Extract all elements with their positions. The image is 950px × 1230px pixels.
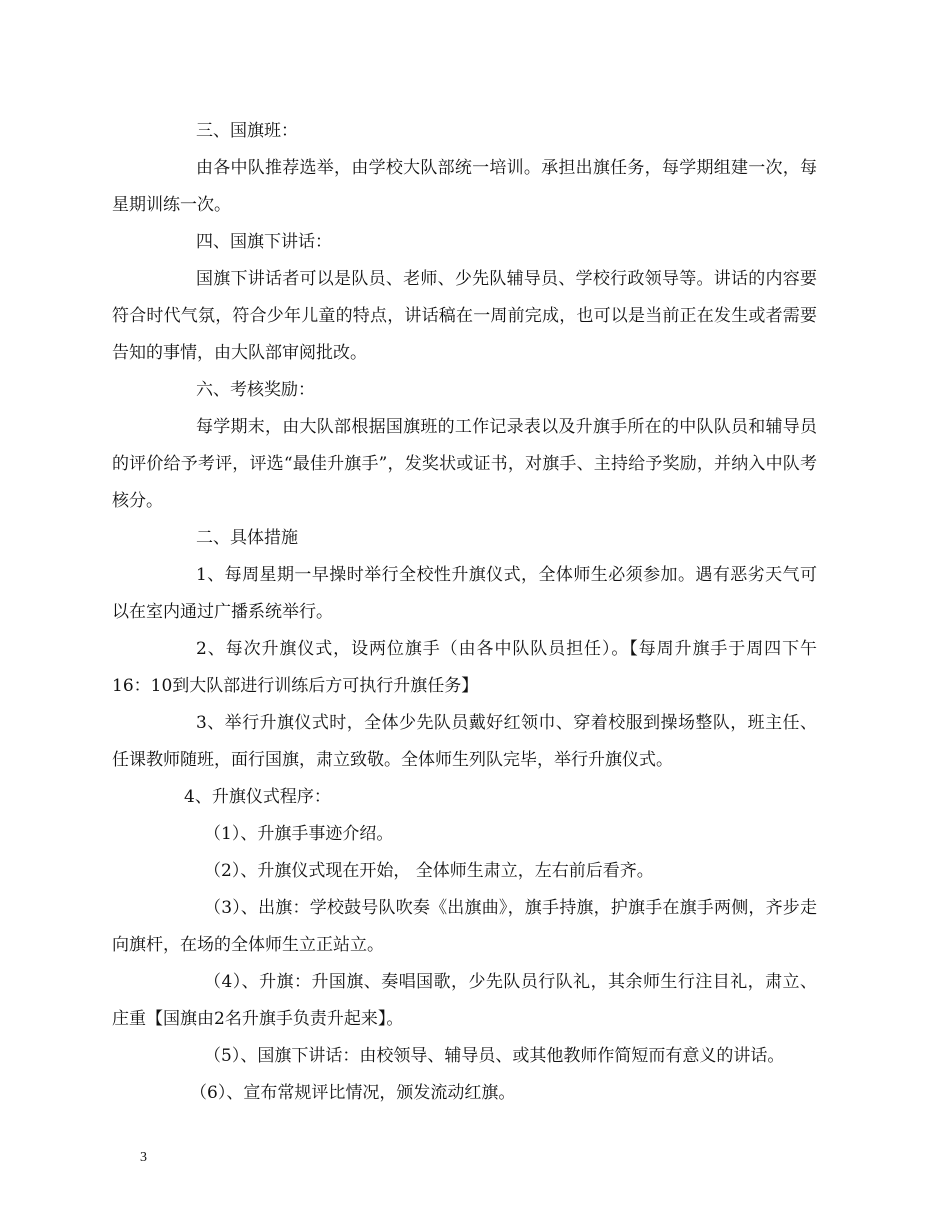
page-number: 3 bbox=[140, 1150, 147, 1165]
section-heading-flag-team: 三、国旗班： bbox=[196, 121, 298, 141]
procedure-step-3: （3）、出旗：学校鼓号队吹奏《出旗曲》，旗手持旗，护旗手在旗手两侧，齐步走向旗杆，在场的全体师生立正站立。 bbox=[112, 898, 817, 955]
paragraph-measure-3: 3、举行升旗仪式时，全体少先队员戴好红领巾、穿着校服到操场整队，班主任、任课教师随班，面行国旗，肃立致敬。全体师生列队完毕，举行升旗仪式。 bbox=[112, 713, 817, 770]
paragraph-assessment: 每学期末，由大队部根据国旗班的工作记录表以及升旗手所在的中队队员和辅导员的评价给予考评，评选“最佳升旗手”，发奖状或证书，对旗手、主持给予奖励，并纳入中队考核分。 bbox=[112, 417, 817, 511]
section-heading-flag-speech: 四、国旗下讲话： bbox=[196, 232, 332, 252]
paragraph-measure-4: 4、升旗仪式程序： bbox=[184, 787, 331, 807]
paragraph-flag-team: 由各中队推荐选举，由学校大队部统一培训。承担出旗任务，每学期组建一次，每星期训练一次。 bbox=[112, 158, 817, 215]
section-heading-measures: 二、具体措施 bbox=[196, 528, 298, 548]
paragraph-measure-2: 2、每次升旗仪式，设两位旗手（由各中队队员担任）。【每周升旗手于周四下午16：10到大队部进行训练后方可执行升旗任务】 bbox=[112, 639, 817, 696]
paragraph-flag-speech: 国旗下讲话者可以是队员、老师、少先队辅导员、学校行政领导等。讲话的内容要符合时代气氛，符合少年儿童的特点，讲话稿在一周前完成，也可以是当前正在发生或者需要告知的事情，由大队部审阅批改。 bbox=[112, 269, 817, 363]
procedure-step-1: （1）、升旗手事迹介绍。 bbox=[204, 824, 394, 844]
procedure-step-4: （4）、升旗：升国旗、奏唱国歌，少先队员行队礼，其余师生行注目礼，肃立、庄重【国旗由2名升旗手负责升起来】。 bbox=[112, 972, 817, 1029]
document-body bbox=[112, 113, 817, 1112]
procedure-step-6: （6）、宣布常规评比情况，颁发流动红旗。 bbox=[190, 1083, 516, 1103]
paragraph-measure-1: 1、每周星期一早操时举行全校性升旗仪式，全体师生必须参加。遇有恶劣天气可以在室内通过广播系统举行。 bbox=[112, 565, 817, 622]
procedure-step-2: （2）、升旗仪式现在开始， 全体师生肃立，左右前后看齐。 bbox=[204, 861, 654, 881]
section-heading-assessment: 六、考核奖励： bbox=[196, 380, 315, 400]
procedure-step-5: （5）、国旗下讲话：由校领导、辅导员、或其他教师作简短而有意义的讲话。 bbox=[204, 1046, 785, 1066]
